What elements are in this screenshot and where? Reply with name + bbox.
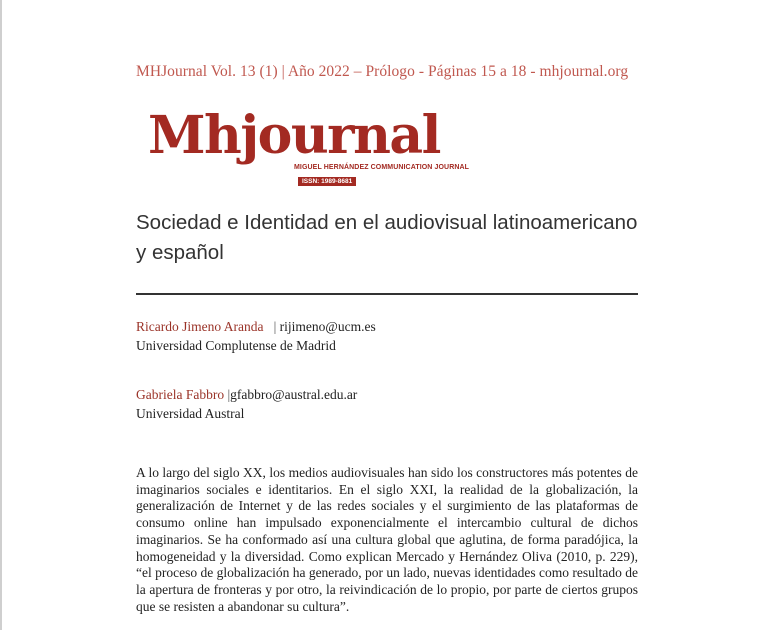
journal-logo	[148, 105, 470, 192]
logo-wordmark: Mhjournal	[148, 105, 440, 166]
author-name: Gabriela Fabbro	[136, 387, 225, 402]
logo-subtitle: MIGUEL HERNÁNDEZ COMMUNICATION JOURNAL	[294, 164, 470, 171]
author-email[interactable]: rijimeno@ucm.es	[279, 319, 376, 334]
author-email[interactable]: gfabbro@austral.edu.ar	[230, 387, 358, 402]
author-block	[136, 385, 357, 423]
author-affiliation: Universidad Complutense de Madrid	[136, 338, 336, 353]
author-name: Ricardo Jimeno Aranda	[136, 319, 264, 334]
running-header: MHJournal Vol. 13 (1) | Año 2022 – Prólogo - Páginas 15 a 18 - mhjournal.org	[136, 63, 629, 80]
abstract-paragraph: A lo largo del siglo XX, los medios audiovisuales han sido los constructores más potentes de imaginarios sociales e identitarios. En el siglo XXI, la realidad de la globalización, la generalización de Internet y de las redes sociales y el surgimiento de las plataformas de consumo online han impulsado exponencialmente el intercambio cultural de dichos imaginarios. Se ha conformado así una cultura global que aglutina, de forma paradójica, la homogeneidad y la diversidad. Como explican Mercado y Hernández Oliva (2010, p. 229), “el proceso de globalización ha generado, por un lado, nuevas identidades como resultado de la apertura de fronteras y por otro, la reivindicación de lo propio, por parte de ciertos grupos que se resisten a abandonar su cultura”.	[136, 465, 638, 614]
author-separator: |	[227, 387, 231, 402]
author-block	[136, 317, 376, 355]
author-line	[136, 385, 357, 404]
title-divider	[136, 293, 638, 295]
page-edge-rule	[0, 0, 2, 630]
logo-issn-badge: ISSN: 1989-8681	[298, 177, 356, 186]
article-title: Sociedad e Identidad en el audiovisual latinoamericano y español	[136, 211, 638, 264]
author-separator: |	[273, 319, 277, 334]
author-line	[136, 317, 376, 336]
author-affiliation: Universidad Austral	[136, 406, 245, 421]
